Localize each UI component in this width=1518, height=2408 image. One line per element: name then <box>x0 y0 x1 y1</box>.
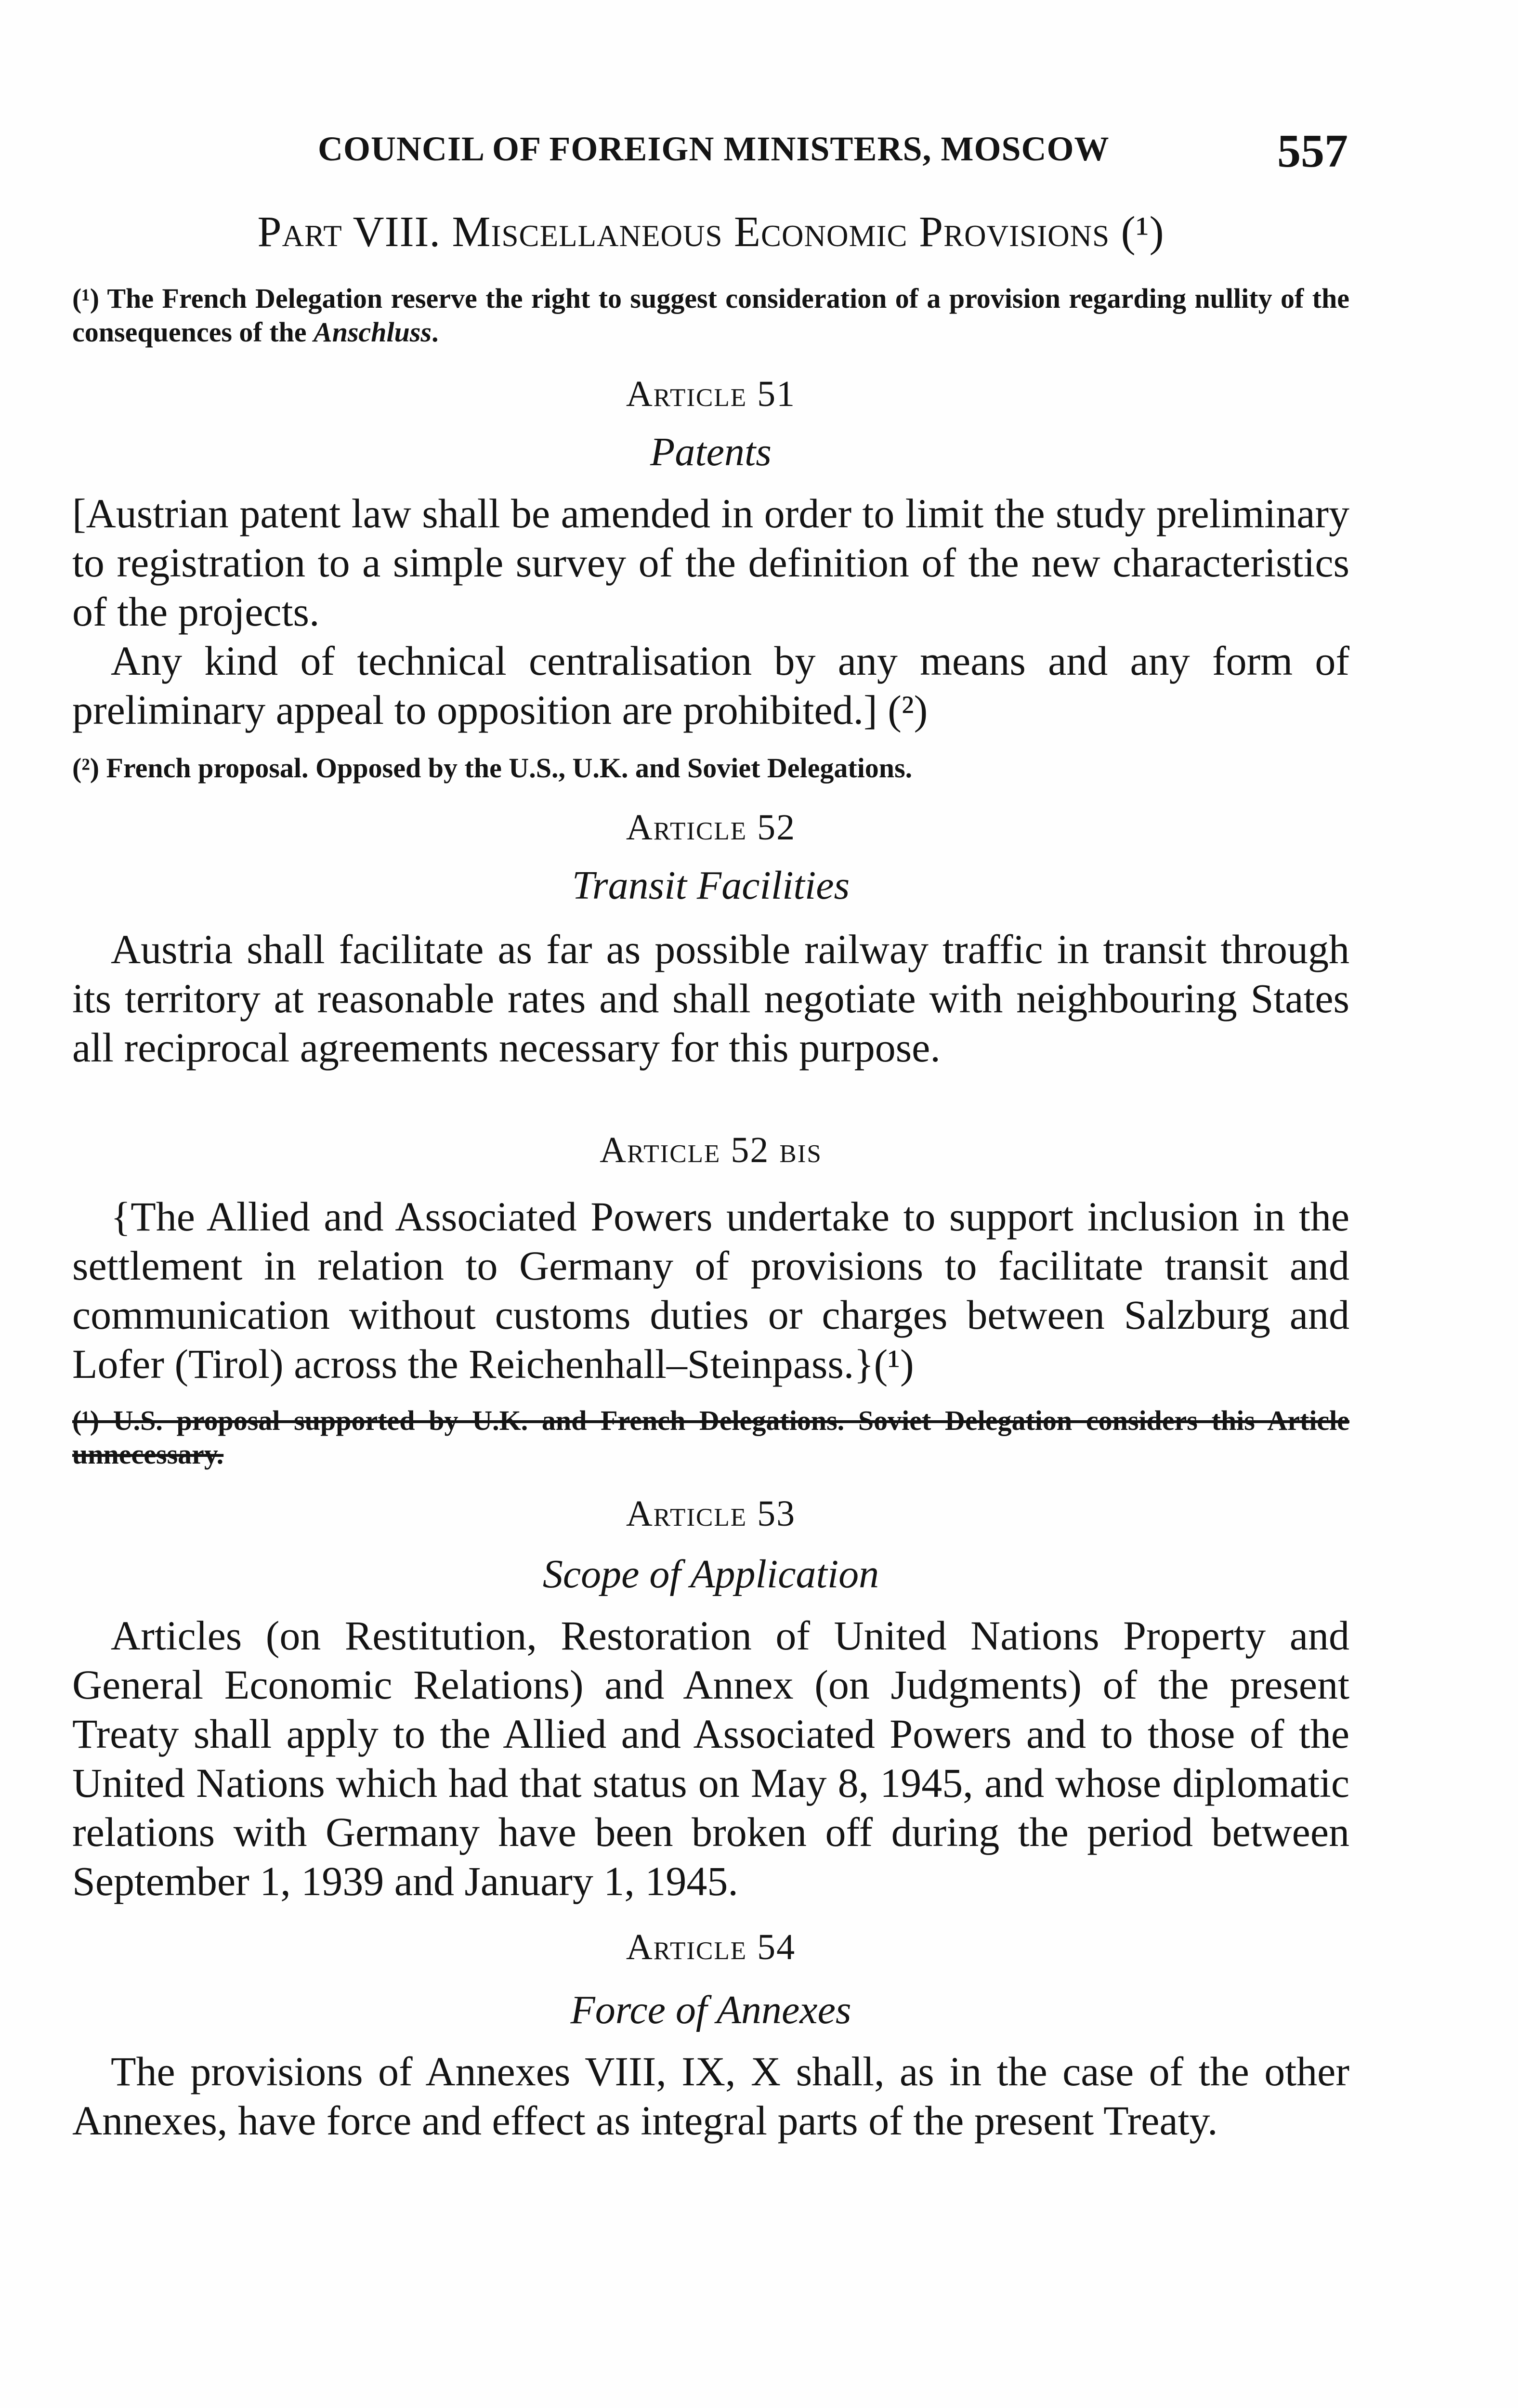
page-number: 557 <box>1277 125 1348 177</box>
footnote-italic-term: Anschluss <box>314 316 432 348</box>
paragraph: Any kind of technical centralisation by any means and any form of preliminary appeal to opposition are prohibited.] (²) <box>72 638 1349 733</box>
paragraph: Austria shall facilitate as far as possible railway traffic in transit through its territory at reasonable rates and shall negotiate with neighbouring States all reciprocal agreements necessary for this purpose. <box>72 926 1349 1071</box>
footnote-text: The French Delegation reserve the right to suggest consideration of a provision regarding nullity of the consequences of the <box>72 283 1349 348</box>
article-52-bis-footnote-struck: (¹) U.S. proposal supported by U.K. and French Delegations. Soviet Delegation considers this Article unnecessary. <box>72 1405 1349 1470</box>
article-54-title: Force of Annexes <box>570 1988 851 2032</box>
article-51-heading: Article 51 <box>626 374 796 414</box>
article-52-title: Transit Facilities <box>572 863 850 908</box>
article-52-body <box>72 925 1349 1072</box>
article-53-title: Scope of Application <box>542 1552 879 1597</box>
paragraph: {The Allied and Associated Powers undertake to support inclusion in the settlement in relation to Germany of provisions to facilitate transit and communication without customs duties or charges between Salzburg and Lofer (Tirol) across the Reichenhall–Steinpass.}(¹) <box>72 1193 1349 1387</box>
paragraph: The provisions of Annexes VIII, IX, X shall, as in the case of the other Annexes, have force and effect as integral parts of the present Treaty. <box>72 2048 1349 2144</box>
paragraph: [Austrian patent law shall be amended in order to limit the study preliminary to registration to a simple survey of the definition of the new characteristics of the projects. <box>72 490 1349 635</box>
article-52-bis-body <box>72 1192 1349 1388</box>
running-title: COUNCIL OF FOREIGN MINISTERS, MOSCOW <box>318 130 1110 168</box>
part-heading: Part VIII. Miscellaneous Economic Provisions (¹) <box>257 208 1165 256</box>
article-52-bis-heading: Article 52 bis <box>600 1130 822 1170</box>
paragraph: Articles (on Restitution, Restoration of United Nations Property and General Economic Relations) and Annex (on Judgments) of the present Treaty shall apply to the Allied and Associated Powers and to those of the United Nations which had that status on May 8, 1945, and whose diplomatic relations with Germany have been broken off during the period between September 1, 1939 and January 1, 1945. <box>72 1612 1349 1904</box>
article-51-body <box>72 489 1349 734</box>
article-53-body <box>72 1611 1349 1906</box>
article-53-heading: Article 53 <box>626 1493 796 1534</box>
article-51-footnote: (²) French proposal. Opposed by the U.S., U.K. and Soviet Delegations. <box>72 752 913 784</box>
part-footnote <box>72 282 1349 349</box>
article-52-heading: Article 52 <box>626 807 796 848</box>
article-54-body <box>72 2047 1349 2145</box>
article-54-heading: Article 54 <box>626 1927 796 1967</box>
footnote-text-end: . <box>432 316 439 348</box>
footnote-mark: (¹) <box>72 283 100 314</box>
article-51-title: Patents <box>650 430 772 474</box>
